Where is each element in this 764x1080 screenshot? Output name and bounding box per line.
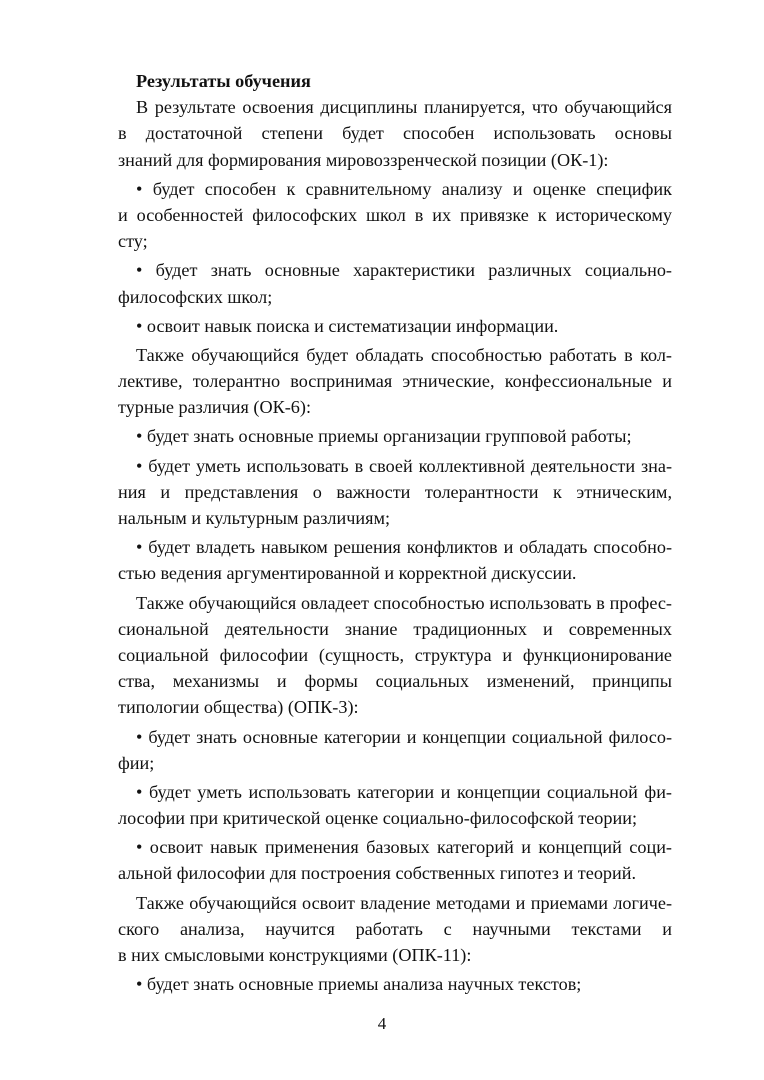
text-line: в них смысловыми конструкциями (ОПК-11): <box>118 945 472 965</box>
text-line: ского анализа, научится работать с научными текстами и <box>118 918 672 939</box>
text-line: фии; <box>118 752 155 773</box>
page-number: 4 <box>377 1014 387 1033</box>
section-heading: Результаты обучения <box>136 71 311 91</box>
text-line: • будет знать основные характеристики различных социально- <box>136 260 672 281</box>
text-line: • будет знать основные приемы организации групповой работы; <box>136 426 632 447</box>
text-line: • будет уметь использовать категории и концепции социальной фи- <box>136 781 672 802</box>
text-line: знаний для формирования мировоззренческой позиции (ОК-1): <box>118 149 609 170</box>
text-line: • освоит навык поиска и систематизации информации. <box>136 315 559 336</box>
text-line: типологии общества) (ОПК-3): <box>118 697 359 718</box>
text-line: социальной философии (сущность, структура и функционирование <box>118 644 672 665</box>
body-text <box>118 94 672 997</box>
text-line: • будет знать основные приемы анализа научных текстов; <box>136 974 582 995</box>
text-line: сиональной деятельности знание традиционных и современных <box>118 618 672 639</box>
text-line: • освоит навык применения базовых категорий и концепций соци- <box>136 837 672 858</box>
text-line: Также обучающийся будет обладать способностью работать в кол- <box>136 344 672 365</box>
text-line: философских школ; <box>118 286 273 307</box>
text-line: альной философии для построения собственных гипотез и теорий. <box>118 863 637 884</box>
text-line: лективе, толерантно воспринимая этнические, конфессиональные и <box>118 371 672 392</box>
text-line: Также обучающийся освоит владение методами и приемами логиче- <box>136 892 672 913</box>
text-line: и особенностей философских школ в их привязке к историческому <box>118 204 672 225</box>
text-line: Также обучающийся овладеет способностью использовать в профес- <box>136 592 672 613</box>
text-line: стью ведения аргументированной и корректной дискуссии. <box>118 563 577 584</box>
text-line: лософии при критической оценке социально-философской теории; <box>118 808 638 829</box>
text-line: • будет способен к сравнительному анализу и оценке специфик <box>136 178 672 199</box>
document-page <box>118 66 672 997</box>
text-line: ства, механизмы и формы социальных изменений, принципы <box>118 671 672 692</box>
text-line: В результате освоения дисциплины планируется, что обучающийся <box>136 97 672 118</box>
text-line: сту; <box>118 231 148 252</box>
text-line: ния и представления о важности толерантности к этническим, <box>118 481 672 502</box>
text-line: в достаточной степени будет способен использовать основы <box>118 123 672 144</box>
text-line: нальным и культурным различиям; <box>118 508 391 528</box>
text-line: • будет владеть навыком решения конфликтов и обладать способно- <box>136 537 672 558</box>
text-line: • будет знать основные категории и концепции социальной филосо- <box>136 726 672 747</box>
text-line: турные различия (ОК-6): <box>118 397 312 418</box>
text-line: • будет уметь использовать в своей коллективной деятельности зна- <box>136 455 672 476</box>
